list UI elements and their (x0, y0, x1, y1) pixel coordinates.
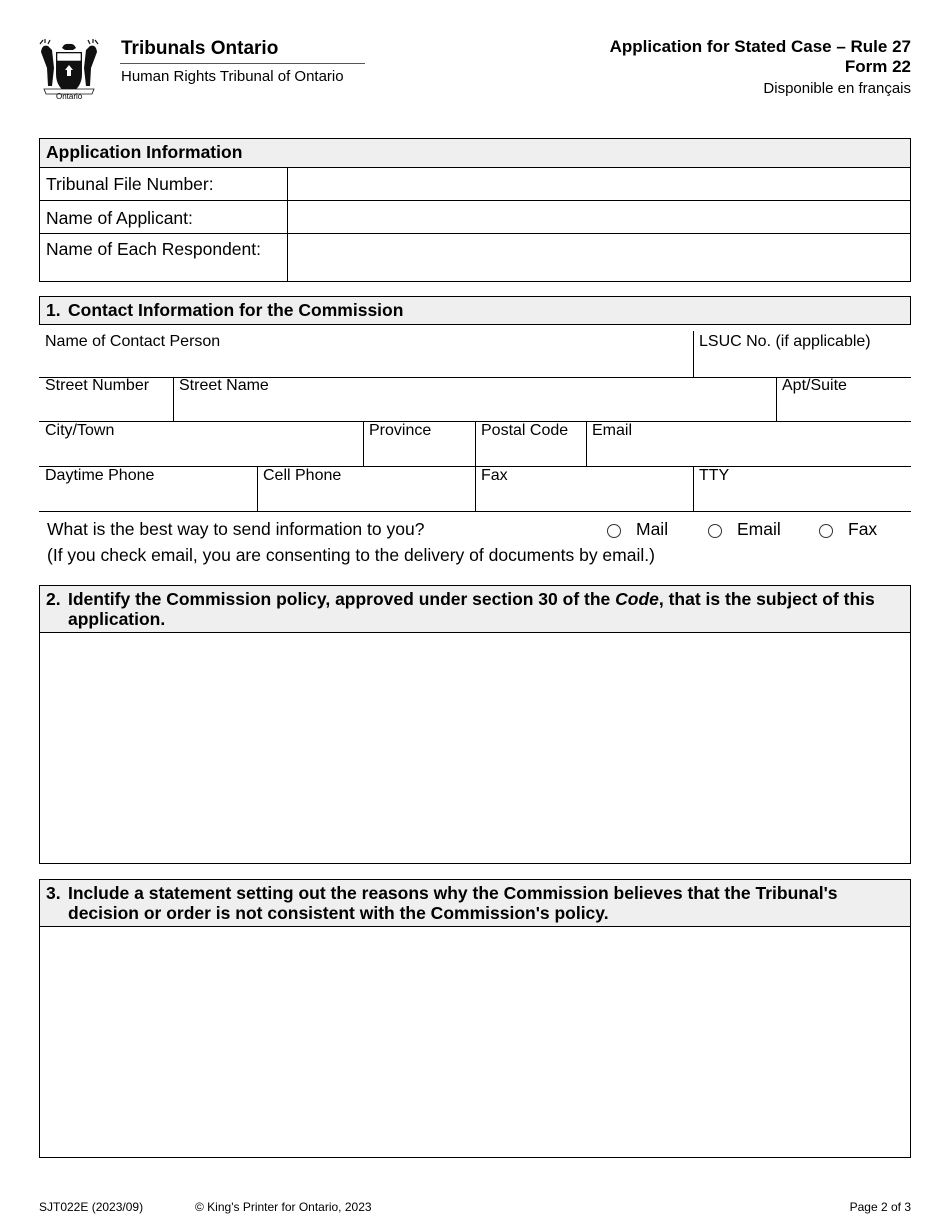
street-name-label: Street Name (179, 377, 269, 394)
reasons-section-number: 3. (46, 883, 61, 903)
policy-section-number: 2. (46, 589, 61, 609)
respondent-name-input[interactable] (287, 233, 911, 282)
org-divider (120, 63, 365, 64)
fax-radio[interactable] (819, 524, 833, 538)
email-input[interactable] (587, 422, 911, 466)
province-input[interactable] (364, 422, 474, 466)
fax-input[interactable] (476, 467, 693, 511)
email-option-label: Email (737, 519, 781, 539)
email-label: Email (592, 422, 633, 439)
applicant-name-label-cell (39, 200, 288, 234)
mail-radio[interactable] (607, 524, 621, 538)
tribunal-name: Human Rights Tribunal of Ontario (121, 68, 344, 85)
contact-section-number: 1. (46, 300, 61, 320)
tty-input[interactable] (694, 467, 911, 511)
form-number: Form 22 (844, 57, 911, 76)
applicant-name-label: Name of Applicant: (46, 208, 193, 228)
form-code: SJT022E (2023/09) (39, 1200, 144, 1214)
file-number-label: Tribunal File Number: (46, 174, 214, 194)
street-number-input[interactable] (39, 378, 173, 421)
reasons-section-title: Include a statement setting out the reasons why the Commission believes that the Tribunal's decision or order is not consistent with the Commission's policy. (68, 883, 838, 923)
policy-answer-textarea[interactable] (39, 632, 911, 864)
city-input[interactable] (39, 422, 362, 466)
province-label: Province (369, 422, 432, 439)
copyright-notice: © King's Printer for Ontario, 2023 (195, 1200, 372, 1214)
delivery-question: What is the best way to send information to you? (47, 519, 425, 539)
respondent-name-label-cell (39, 233, 288, 282)
fax-option-label: Fax (848, 519, 878, 539)
city-label: City/Town (45, 422, 115, 439)
reasons-section-heading (39, 879, 911, 927)
lsuc-label: LSUC No. (if applicable) (699, 333, 871, 350)
applicant-name-input[interactable] (287, 200, 911, 234)
form-title: Application for Stated Case – Rule 27 (609, 37, 911, 56)
application-info-heading: Application Information (39, 138, 911, 168)
fax-label: Fax (481, 467, 508, 484)
contact-section-title: Contact Information for the Commission (68, 300, 404, 320)
contact-person-input[interactable] (39, 326, 693, 378)
logo-caption: Ontario (56, 92, 83, 101)
page-number: Page 2 of 3 (849, 1200, 911, 1214)
policy-section-title: Identify the Commission policy, approved under section 30 of the Code, that is the subject of this application. (68, 589, 875, 629)
cell-phone-label: Cell Phone (263, 467, 342, 484)
policy-section-heading (39, 585, 911, 633)
street-name-input[interactable] (174, 378, 776, 421)
french-availability-link[interactable]: Disponible en français (763, 80, 911, 97)
application-info-section (39, 138, 911, 282)
divider (39, 511, 911, 512)
lsuc-input[interactable] (694, 326, 911, 378)
email-consent-note: (If you check email, you are consenting to the delivery of documents by email.) (47, 545, 655, 565)
daytime-phone-input[interactable] (39, 467, 257, 511)
street-number-label: Street Number (45, 377, 150, 394)
apt-suite-input[interactable] (777, 378, 911, 421)
cell-phone-input[interactable] (258, 467, 475, 511)
daytime-phone-label: Daytime Phone (45, 467, 155, 484)
apt-suite-label: Apt/Suite (782, 377, 847, 394)
reasons-answer-textarea[interactable] (39, 926, 911, 1158)
postal-code-input[interactable] (476, 422, 586, 466)
postal-code-label: Postal Code (481, 422, 569, 439)
org-name: Tribunals Ontario (121, 38, 279, 59)
respondent-name-label: Name of Each Respondent: (46, 239, 261, 259)
mail-option-label: Mail (636, 519, 669, 539)
email-radio[interactable] (708, 524, 722, 538)
contact-person-label: Name of Contact Person (45, 333, 221, 350)
tty-label: TTY (699, 467, 730, 484)
file-number-input[interactable] (287, 167, 911, 201)
file-number-label-cell (39, 167, 288, 201)
contact-section-heading (39, 296, 911, 325)
